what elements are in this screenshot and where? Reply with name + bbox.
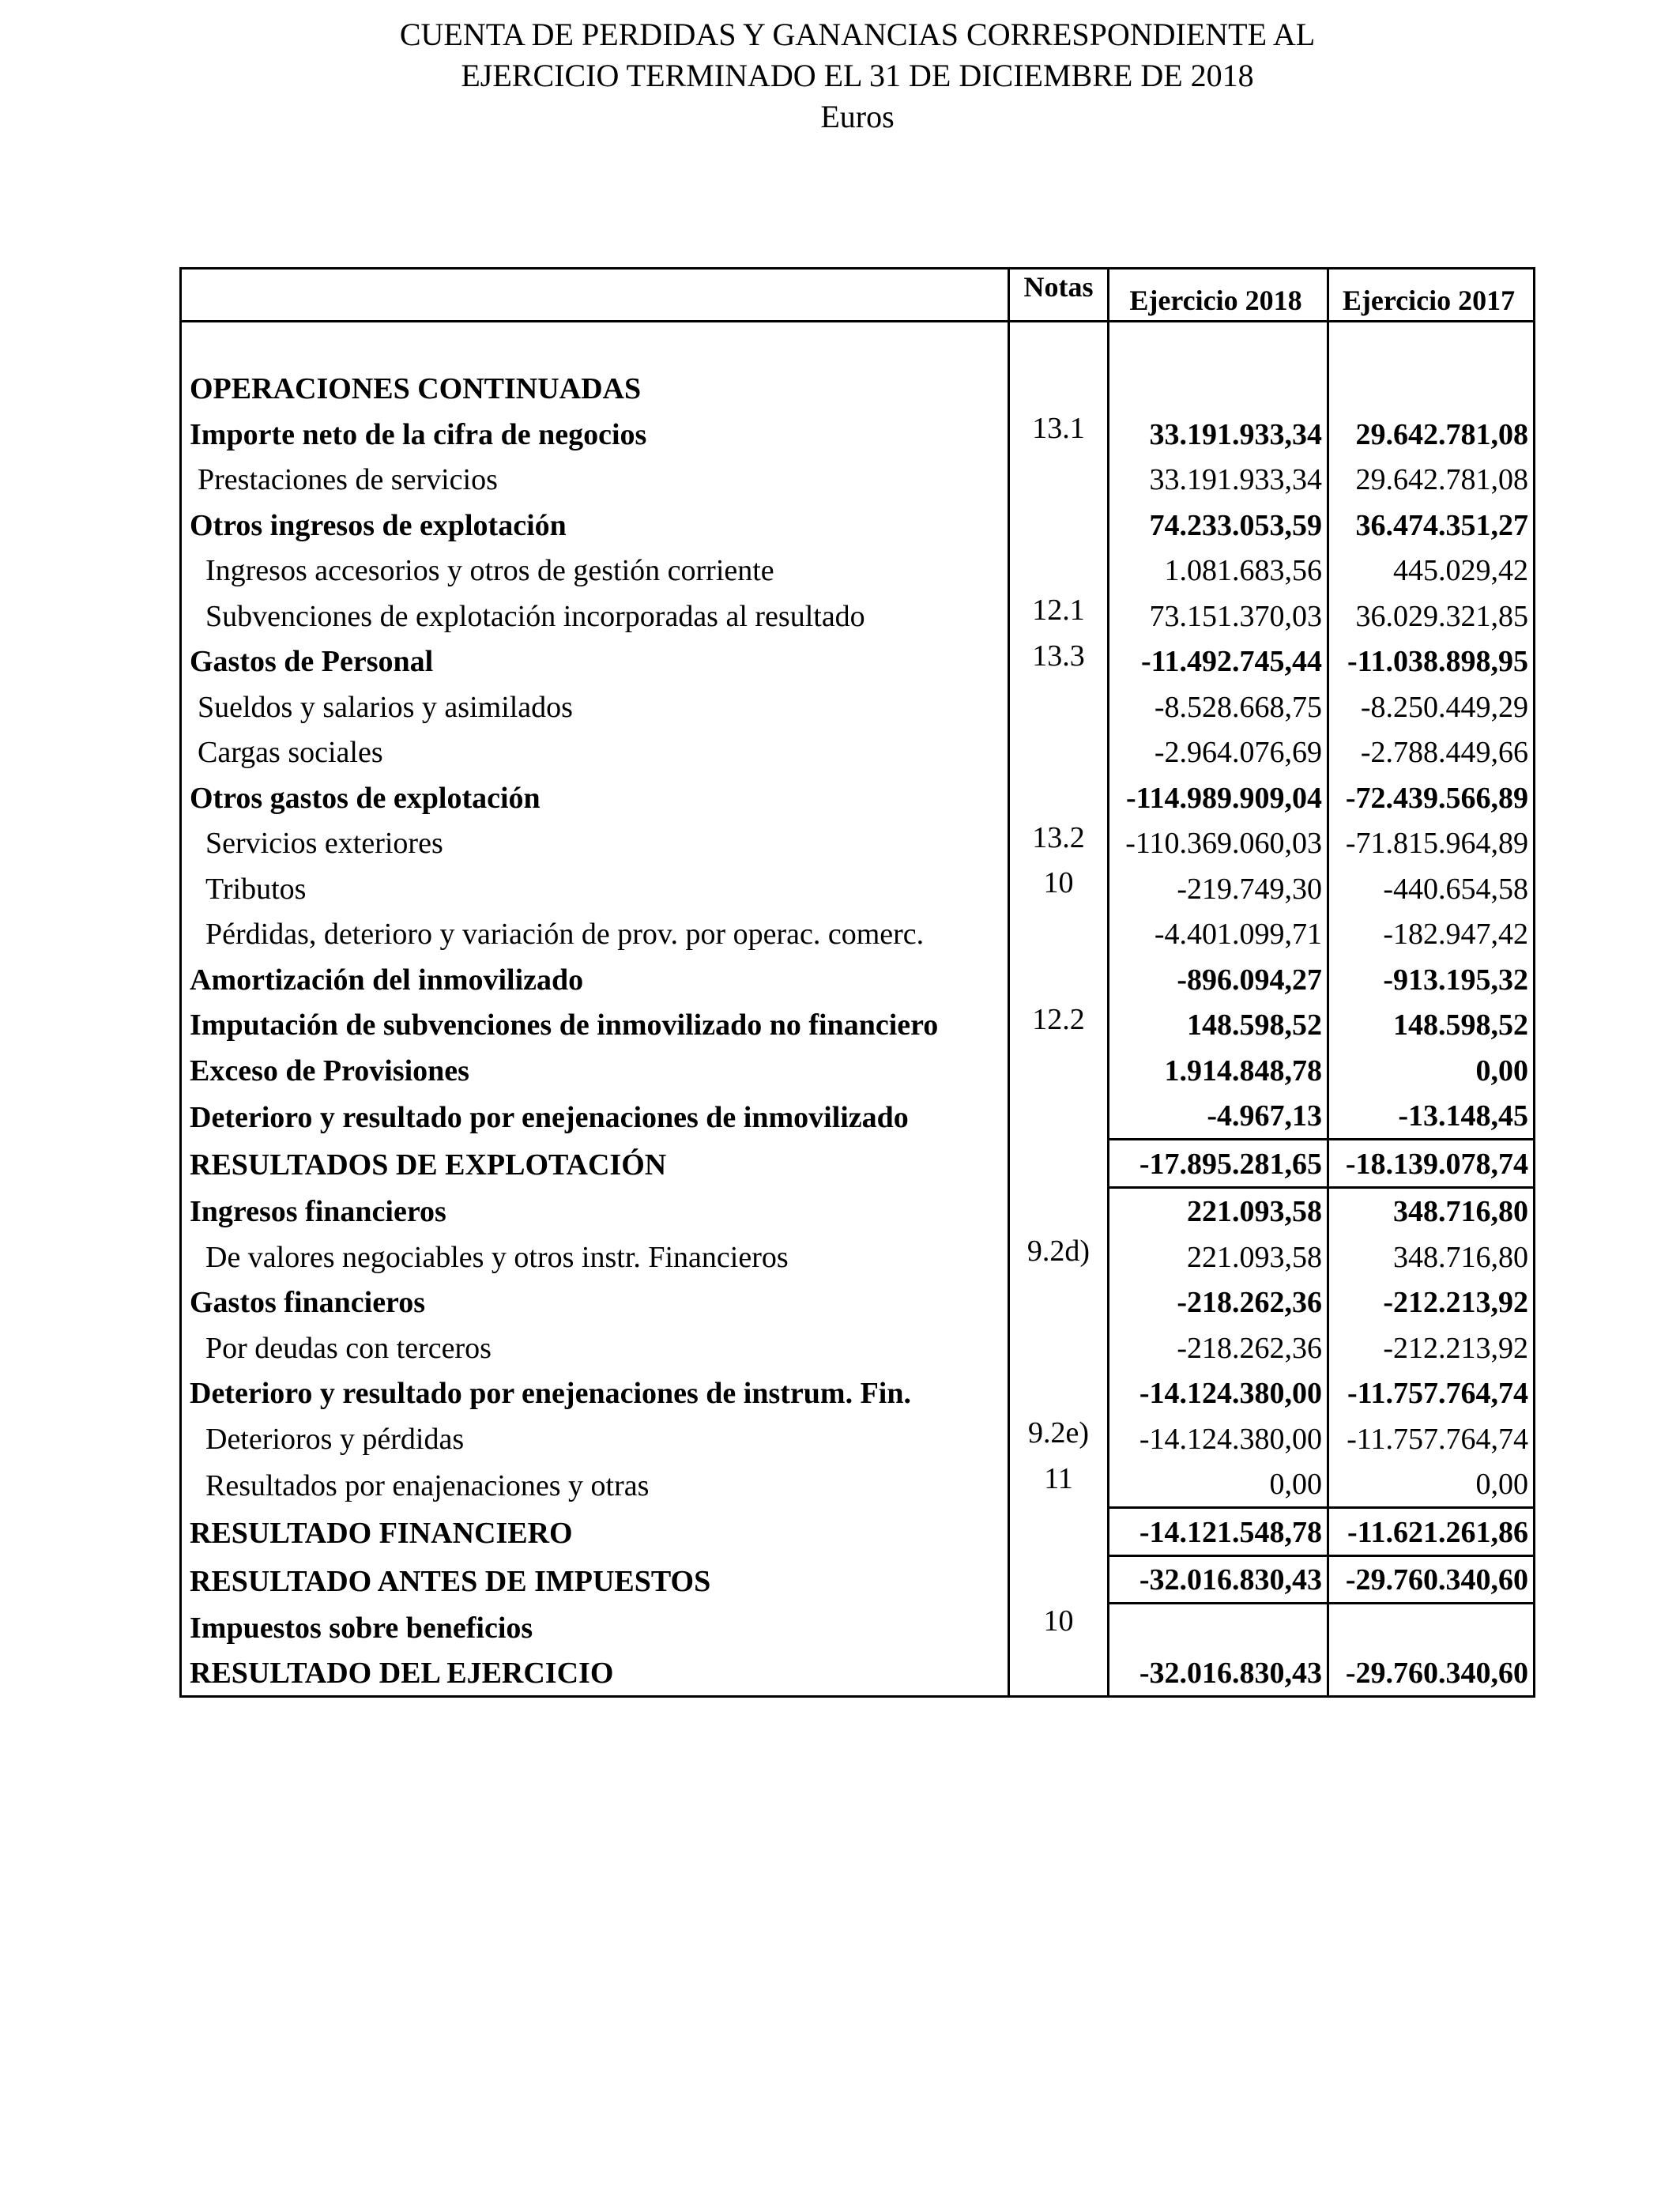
section-label: OPERACIONES CONTINUADAS [181, 366, 1009, 412]
row-value-2017: -2.788.449,66 [1328, 729, 1535, 775]
table-row [181, 1650, 1535, 1697]
row-value-2017: 348.716,80 [1328, 1187, 1535, 1234]
table-row [181, 865, 1535, 911]
row-label: Ingresos financieros [181, 1187, 1009, 1234]
table-row [181, 820, 1535, 866]
row-note [1009, 1047, 1109, 1093]
row-value-2018: -14.124.380,00 [1109, 1416, 1328, 1461]
row-value-2017: -11.757.764,74 [1328, 1370, 1535, 1416]
row-note [1009, 1280, 1109, 1325]
row-value-2017: -440.654,58 [1328, 865, 1535, 911]
row-note [1009, 457, 1109, 503]
row-note: 10 [1009, 1604, 1109, 1650]
row-note: 13.3 [1009, 639, 1109, 684]
spacer-label [181, 321, 1009, 366]
row-value-2017: -11.038.898,95 [1328, 639, 1535, 684]
table-row [181, 1047, 1535, 1093]
table-row [181, 1280, 1535, 1325]
row-label: Imputación de subvenciones de inmovilizado no financiero [181, 1002, 1009, 1048]
row-label: Deterioro y resultado por enejenaciones de instrum. Fin. [181, 1370, 1009, 1416]
table-row [181, 1370, 1535, 1416]
section-note [1009, 366, 1109, 412]
row-label: RESULTADO ANTES DE IMPUESTOS [181, 1555, 1009, 1604]
row-label: Exceso de Provisiones [181, 1047, 1009, 1093]
row-value-2017: -11.621.261,86 [1328, 1508, 1535, 1556]
row-label: Amortización del inmovilizado [181, 956, 1009, 1002]
row-value-2017: 0,00 [1328, 1047, 1535, 1093]
title-line-2: EJERCICIO TERMINADO EL 31 DE DICIEMBRE DE 2018 [461, 58, 1254, 93]
row-value-2018: -896.094,27 [1109, 956, 1328, 1002]
row-value-2017 [1328, 1604, 1535, 1650]
row-label: Gastos financieros [181, 1280, 1009, 1325]
row-value-2017: -13.148,45 [1328, 1093, 1535, 1140]
table-row [181, 593, 1535, 639]
row-label: RESULTADO DEL EJERCICIO [181, 1650, 1009, 1697]
table-row [181, 1508, 1535, 1556]
row-note: 13.1 [1009, 411, 1109, 457]
row-value-2018: -14.121.548,78 [1109, 1508, 1328, 1556]
table-header-row [181, 269, 1535, 322]
row-value-2017: 148.598,52 [1328, 1002, 1535, 1048]
row-label: Deterioro y resultado por enejenaciones de inmovilizado [181, 1093, 1009, 1140]
spacer-2017 [1328, 321, 1535, 366]
row-value-2018: -11.492.745,44 [1109, 639, 1328, 684]
header-notes: Notas [1009, 269, 1109, 322]
row-value-2017: -8.250.449,29 [1328, 684, 1535, 729]
row-note [1009, 502, 1109, 548]
document-title [0, 14, 1680, 138]
row-label: Otros ingresos de explotación [181, 502, 1009, 548]
row-note: 13.2 [1009, 820, 1109, 866]
row-value-2018: -110.369.060,03 [1109, 820, 1328, 866]
row-value-2017: 36.474.351,27 [1328, 502, 1535, 548]
row-value-2018: -17.895.281,65 [1109, 1140, 1328, 1188]
row-value-2017: -29.760.340,60 [1328, 1650, 1535, 1697]
table-row [181, 1461, 1535, 1508]
row-note [1009, 956, 1109, 1002]
row-value-2018: -8.528.668,75 [1109, 684, 1328, 729]
income-statement-table [179, 267, 1535, 1698]
row-note [1009, 911, 1109, 957]
row-value-2017: -913.195,32 [1328, 956, 1535, 1002]
row-value-2018 [1109, 1604, 1328, 1650]
table-row [181, 1140, 1535, 1188]
row-label: Por deudas con terceros [181, 1325, 1009, 1370]
table-row [181, 1234, 1535, 1280]
row-value-2017: -212.213,92 [1328, 1325, 1535, 1370]
row-value-2017: 29.642.781,08 [1328, 411, 1535, 457]
row-value-2017: 0,00 [1328, 1461, 1535, 1508]
table-row [181, 502, 1535, 548]
row-label: Gastos de Personal [181, 639, 1009, 684]
row-label: Impuestos sobre beneficios [181, 1604, 1009, 1650]
row-label: Deterioros y pérdidas [181, 1416, 1009, 1461]
row-note [1009, 1508, 1109, 1556]
row-label: Sueldos y salarios y asimilados [181, 684, 1009, 729]
row-value-2018: -218.262,36 [1109, 1280, 1328, 1325]
row-note [1009, 1555, 1109, 1604]
row-value-2018: 221.093,58 [1109, 1187, 1328, 1234]
table-row [181, 1604, 1535, 1650]
row-note [1009, 1093, 1109, 1140]
row-note: 9.2d) [1009, 1234, 1109, 1280]
row-value-2017: -72.439.566,89 [1328, 775, 1535, 820]
row-value-2017: -71.815.964,89 [1328, 820, 1535, 866]
row-label: Resultados por enajenaciones y otras [181, 1461, 1009, 1508]
row-value-2017: 445.029,42 [1328, 548, 1535, 594]
table-row [181, 457, 1535, 503]
row-label: Otros gastos de explotación [181, 775, 1009, 820]
row-note: 12.2 [1009, 1002, 1109, 1048]
table-row [181, 1416, 1535, 1461]
row-label: Ingresos accesorios y otros de gestión corriente [181, 548, 1009, 594]
row-label: Subvenciones de explotación incorporadas al resultado [181, 593, 1009, 639]
row-value-2017: 29.642.781,08 [1328, 457, 1535, 503]
table-row [181, 775, 1535, 820]
table-row [181, 639, 1535, 684]
header-ejercicio-2018: Ejercicio 2018 [1109, 269, 1328, 322]
row-label: Cargas sociales [181, 729, 1009, 775]
row-value-2017: 348.716,80 [1328, 1234, 1535, 1280]
table-row [181, 548, 1535, 594]
row-value-2018: 33.191.933,34 [1109, 457, 1328, 503]
row-note: 10 [1009, 865, 1109, 911]
row-value-2018: -218.262,36 [1109, 1325, 1328, 1370]
row-label: Importe neto de la cifra de negocios [181, 411, 1009, 457]
row-value-2017: -18.139.078,74 [1328, 1140, 1535, 1188]
row-label: Pérdidas, deterioro y variación de prov. por operac. comerc. [181, 911, 1009, 957]
table-row [181, 1093, 1535, 1140]
row-value-2018: 73.151.370,03 [1109, 593, 1328, 639]
row-value-2018: -14.124.380,00 [1109, 1370, 1328, 1416]
header-label-cell [181, 269, 1009, 322]
row-label: Prestaciones de servicios [181, 457, 1009, 503]
row-value-2017: -11.757.764,74 [1328, 1416, 1535, 1461]
table-row [181, 729, 1535, 775]
row-value-2018: 74.233.053,59 [1109, 502, 1328, 548]
row-value-2018: 1.081.683,56 [1109, 548, 1328, 594]
row-value-2017: 36.029.321,85 [1328, 593, 1535, 639]
row-note [1009, 1650, 1109, 1697]
row-label: Servicios exteriores [181, 820, 1009, 866]
row-note [1009, 684, 1109, 729]
row-value-2017: -29.760.340,60 [1328, 1555, 1535, 1604]
row-note [1009, 729, 1109, 775]
table-row [181, 911, 1535, 957]
row-value-2018: -32.016.830,43 [1109, 1555, 1328, 1604]
row-value-2018: -114.989.909,04 [1109, 775, 1328, 820]
row-value-2018: -32.016.830,43 [1109, 1650, 1328, 1697]
row-value-2018: -2.964.076,69 [1109, 729, 1328, 775]
table-row [181, 411, 1535, 457]
currency-label: Euros [820, 99, 895, 134]
section-2017 [1328, 366, 1535, 412]
header-ejercicio-2017: Ejercicio 2017 [1328, 269, 1535, 322]
section-row [181, 366, 1535, 412]
row-note [1009, 775, 1109, 820]
row-value-2018: 33.191.933,34 [1109, 411, 1328, 457]
table-row [181, 956, 1535, 1002]
row-note: 12.1 [1009, 593, 1109, 639]
row-value-2018: 148.598,52 [1109, 1002, 1328, 1048]
table-row [181, 1555, 1535, 1604]
row-note [1009, 1187, 1109, 1234]
row-note [1009, 548, 1109, 594]
row-value-2018: -219.749,30 [1109, 865, 1328, 911]
section-2018 [1109, 366, 1328, 412]
row-note [1009, 1140, 1109, 1188]
row-value-2017: -182.947,42 [1328, 911, 1535, 957]
row-value-2018: 1.914.848,78 [1109, 1047, 1328, 1093]
row-value-2018: 221.093,58 [1109, 1234, 1328, 1280]
row-label: Tributos [181, 865, 1009, 911]
spacer-row [181, 321, 1535, 366]
row-value-2018: -4.967,13 [1109, 1093, 1328, 1140]
row-note [1009, 1370, 1109, 1416]
row-value-2017: -212.213,92 [1328, 1280, 1535, 1325]
row-label: RESULTADOS DE EXPLOTACIÓN [181, 1140, 1009, 1188]
table-row [181, 684, 1535, 729]
row-label: De valores negociables y otros instr. Financieros [181, 1234, 1009, 1280]
row-note: 9.2e) [1009, 1416, 1109, 1461]
table-row [181, 1325, 1535, 1370]
table-row [181, 1187, 1535, 1234]
row-note: 11 [1009, 1461, 1109, 1508]
spacer-note [1009, 321, 1109, 366]
title-line-1: CUENTA DE PERDIDAS Y GANANCIAS CORRESPONDIENTE AL [399, 17, 1316, 52]
row-value-2018: 0,00 [1109, 1461, 1328, 1508]
row-value-2018: -4.401.099,71 [1109, 911, 1328, 957]
row-label: RESULTADO FINANCIERO [181, 1508, 1009, 1556]
spacer-2018 [1109, 321, 1328, 366]
table-row [181, 1002, 1535, 1048]
row-note [1009, 1325, 1109, 1370]
